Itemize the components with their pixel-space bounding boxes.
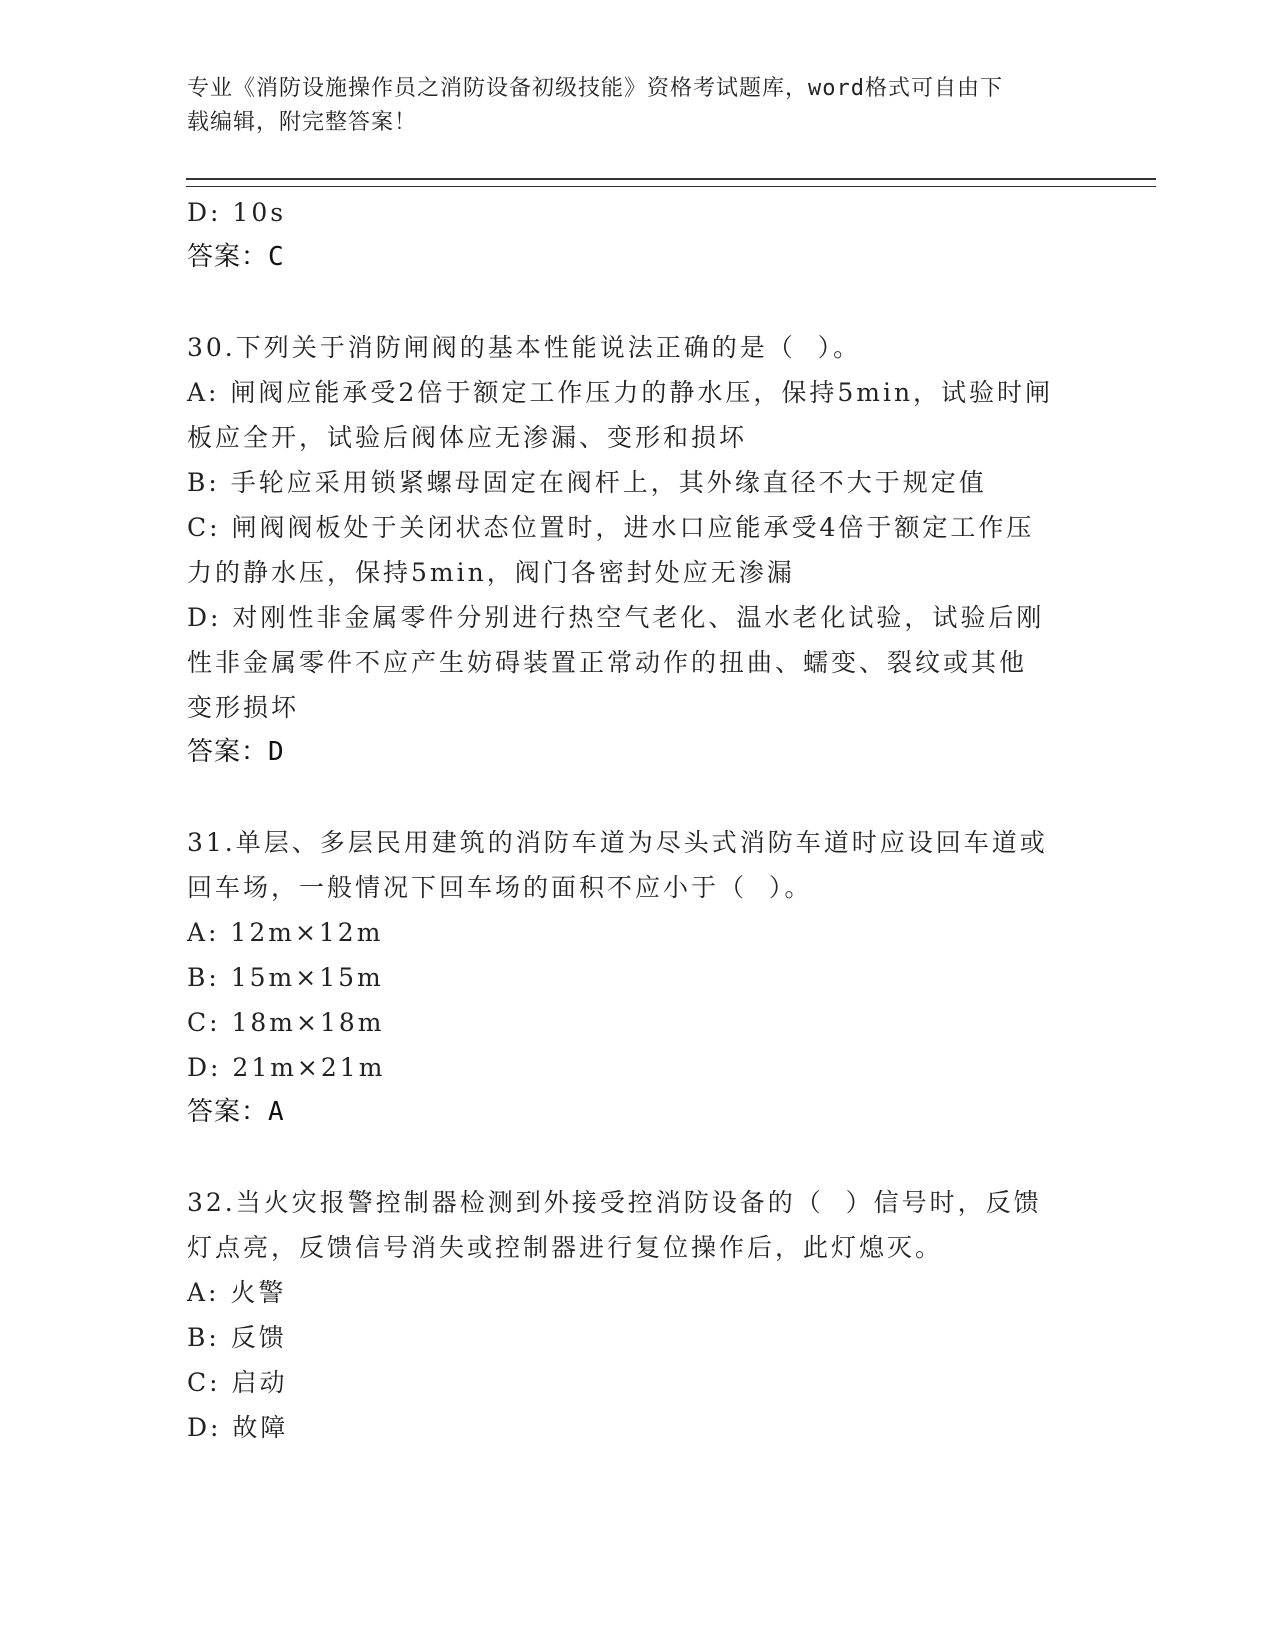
question-31 bbox=[187, 820, 1087, 1135]
question-stem-cont: 灯点亮，反馈信号消失或控制器进行复位操作后，此灯熄灭。 bbox=[187, 1233, 944, 1262]
option-b: B: 15m×15m bbox=[187, 963, 384, 992]
answer: 答案：D bbox=[187, 737, 285, 767]
header-divider bbox=[186, 178, 1156, 187]
option-b: B: 反馈 bbox=[187, 1323, 287, 1352]
question-stem-cont: 回车场，一般情况下回车场的面积不应小于（ ）。 bbox=[187, 873, 813, 902]
option-d: D: 故障 bbox=[187, 1413, 289, 1442]
option-c: C: 18m×18m bbox=[187, 1008, 385, 1037]
option-d: D: 对刚性非金属零件分别进行热空气老化、温水老化试验，试验后刚 bbox=[187, 603, 1045, 632]
question-stem: 31.单层、多层民用建筑的消防车道为尽头式消防车道时应设回车道或 bbox=[187, 828, 1048, 857]
option-d: D: 21m×21m bbox=[187, 1053, 386, 1082]
option-c: C: 闸阀阀板处于关闭状态位置时，进水口应能承受4倍于额定工作压 bbox=[187, 513, 1035, 542]
option-a: A: 12m×12m bbox=[187, 918, 384, 947]
option-d-continued: D: 10s bbox=[187, 198, 287, 227]
document-body bbox=[187, 190, 1087, 1450]
answer: 答案：A bbox=[187, 1097, 285, 1127]
answer-continued: 答案：C bbox=[187, 242, 285, 272]
header-line-1: 专业《消防设施操作员之消防设备初级技能》资格考试题库，word格式可自由下 bbox=[187, 76, 1003, 101]
question-stem: 30.下列关于消防闸阀的基本性能说法正确的是（ ）。 bbox=[187, 333, 862, 362]
option-d-cont: 变形损坏 bbox=[187, 693, 300, 722]
option-a: A: 闸阀应能承受2倍于额定工作压力的静水压，保持5min，试验时闸 bbox=[187, 378, 1054, 407]
option-c: C: 启动 bbox=[187, 1368, 288, 1397]
option-a-cont: 板应全开，试验后阀体应无渗漏、变形和损坏 bbox=[187, 423, 748, 452]
option-b: B: 手轮应采用锁紧螺母固定在阀杆上，其外缘直径不大于规定值 bbox=[187, 468, 987, 497]
page-header bbox=[187, 72, 1087, 140]
spacer bbox=[187, 280, 1087, 325]
option-d-cont: 性非金属零件不应产生妨碍装置正常动作的扭曲、蠕变、裂纹或其他 bbox=[187, 648, 1028, 677]
option-c-cont: 力的静水压，保持5min，阀门各密封处应无渗漏 bbox=[187, 558, 795, 587]
spacer bbox=[187, 775, 1087, 820]
question-30 bbox=[187, 325, 1087, 775]
spacer bbox=[187, 1135, 1087, 1180]
question-stem: 32.当火灾报警控制器检测到外接受控消防设备的（ ）信号时，反馈 bbox=[187, 1188, 1042, 1217]
question-32 bbox=[187, 1180, 1087, 1450]
header-line-2: 载编辑，附完整答案！ bbox=[187, 110, 418, 135]
option-a: A: 火警 bbox=[187, 1278, 287, 1307]
